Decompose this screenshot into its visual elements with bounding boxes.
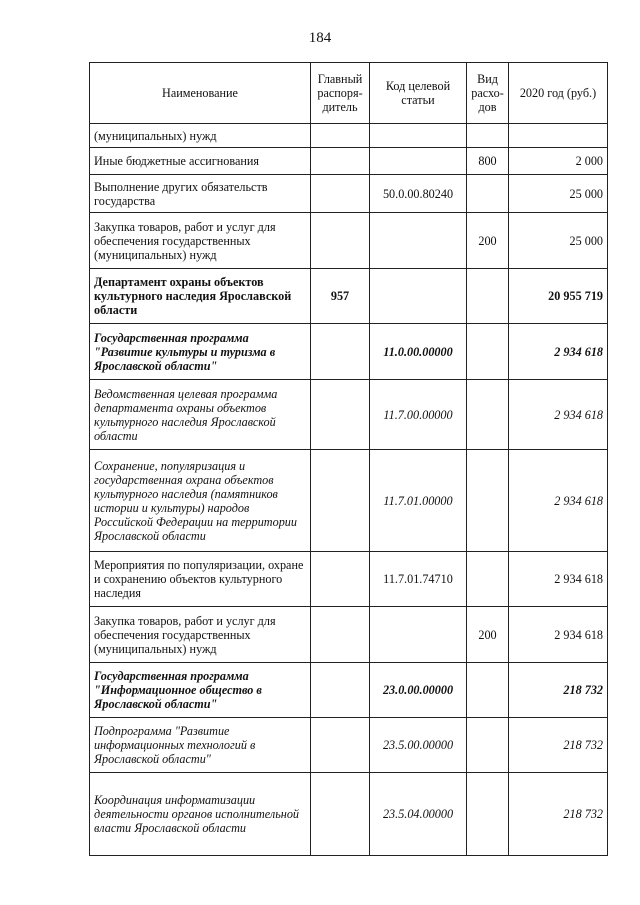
row-glav (311, 175, 370, 213)
budget-table (89, 62, 608, 856)
row-glav (311, 607, 370, 663)
row-vid: 800 (467, 148, 509, 175)
row-name: Мероприятия по популяризации, охране и сохранению объектов культурного наследия (90, 552, 311, 607)
row-name: Закупка товаров, работ и услуг для обеспечения государственных (муниципальных) нужд (90, 607, 311, 663)
row-name: Иные бюджетные ассигнования (90, 148, 311, 175)
row-code (370, 213, 467, 269)
row-name: (муниципальных) нужд (90, 124, 311, 148)
table-row (90, 773, 608, 856)
row-glav (311, 213, 370, 269)
row-glav (311, 324, 370, 380)
row-sum: 218 732 (509, 663, 608, 718)
page-number: 184 (308, 30, 332, 46)
row-name: Подпрограмма "Развитие информационных технологий в Ярославской области" (90, 718, 311, 773)
table-row (90, 552, 608, 607)
row-glav (311, 552, 370, 607)
row-code: 23.5.00.00000 (370, 718, 467, 773)
row-glav (311, 773, 370, 856)
row-name: Закупка товаров, работ и услуг для обеспечения государственных (муниципальных) нужд (90, 213, 311, 269)
row-vid (467, 324, 509, 380)
row-vid (467, 124, 509, 148)
row-vid: 200 (467, 607, 509, 663)
header-name: Наименование (90, 63, 311, 124)
row-sum: 2 934 618 (509, 450, 608, 552)
row-sum: 2 934 618 (509, 324, 608, 380)
table-row (90, 718, 608, 773)
row-code: 11.7.00.00000 (370, 380, 467, 450)
row-sum: 2 934 618 (509, 552, 608, 607)
table-row (90, 324, 608, 380)
row-sum (509, 124, 608, 148)
row-name: Выполнение других обязательств государства (90, 175, 311, 213)
row-glav (311, 718, 370, 773)
row-glav: 957 (311, 269, 370, 324)
row-name: Сохранение, популяризация и государственная охрана объектов культурного наследия (памятников истории и культуры) народов Российской Федерации на территории Ярославской области (90, 450, 311, 552)
row-code (370, 269, 467, 324)
row-name: Государственная программа "Информационное общество в Ярославской области" (90, 663, 311, 718)
row-code: 11.7.01.74710 (370, 552, 467, 607)
row-vid (467, 269, 509, 324)
row-code (370, 124, 467, 148)
row-name: Департамент охраны объектов культурного наследия Ярославской области (90, 269, 311, 324)
row-name: Государственная программа "Развитие культуры и туризма в Ярославской области" (90, 324, 311, 380)
header-glav: Главный распоря-дитель (311, 63, 370, 124)
row-vid (467, 552, 509, 607)
table-row (90, 607, 608, 663)
row-vid (467, 450, 509, 552)
row-glav (311, 380, 370, 450)
table-row (90, 269, 608, 324)
table-header-row (90, 63, 608, 124)
row-code (370, 148, 467, 175)
row-code: 11.0.00.00000 (370, 324, 467, 380)
row-vid (467, 773, 509, 856)
row-vid (467, 175, 509, 213)
table-row (90, 213, 608, 269)
row-glav (311, 148, 370, 175)
row-sum: 218 732 (509, 773, 608, 856)
table-row (90, 450, 608, 552)
row-sum: 25 000 (509, 175, 608, 213)
header-code: Код целевой статьи (370, 63, 467, 124)
row-sum: 25 000 (509, 213, 608, 269)
row-sum: 218 732 (509, 718, 608, 773)
table-row (90, 175, 608, 213)
row-name: Координация информатизации деятельности органов исполнительной власти Ярославской области (90, 773, 311, 856)
row-code: 11.7.01.00000 (370, 450, 467, 552)
row-code: 23.0.00.00000 (370, 663, 467, 718)
row-sum: 2 000 (509, 148, 608, 175)
table-row (90, 124, 608, 148)
row-name: Ведомственная целевая программа департамента охраны объектов культурного наследия Ярославской области (90, 380, 311, 450)
table-row (90, 148, 608, 175)
header-vid: Вид расхо-дов (467, 63, 509, 124)
row-vid: 200 (467, 213, 509, 269)
row-sum: 2 934 618 (509, 607, 608, 663)
row-vid (467, 380, 509, 450)
table-row (90, 380, 608, 450)
row-sum: 20 955 719 (509, 269, 608, 324)
row-glav (311, 450, 370, 552)
row-glav (311, 124, 370, 148)
row-sum: 2 934 618 (509, 380, 608, 450)
table-row (90, 663, 608, 718)
row-code (370, 607, 467, 663)
row-code: 23.5.04.00000 (370, 773, 467, 856)
row-vid (467, 663, 509, 718)
row-glav (311, 663, 370, 718)
row-vid (467, 718, 509, 773)
row-code: 50.0.00.80240 (370, 175, 467, 213)
header-sum: 2020 год (руб.) (509, 63, 608, 124)
